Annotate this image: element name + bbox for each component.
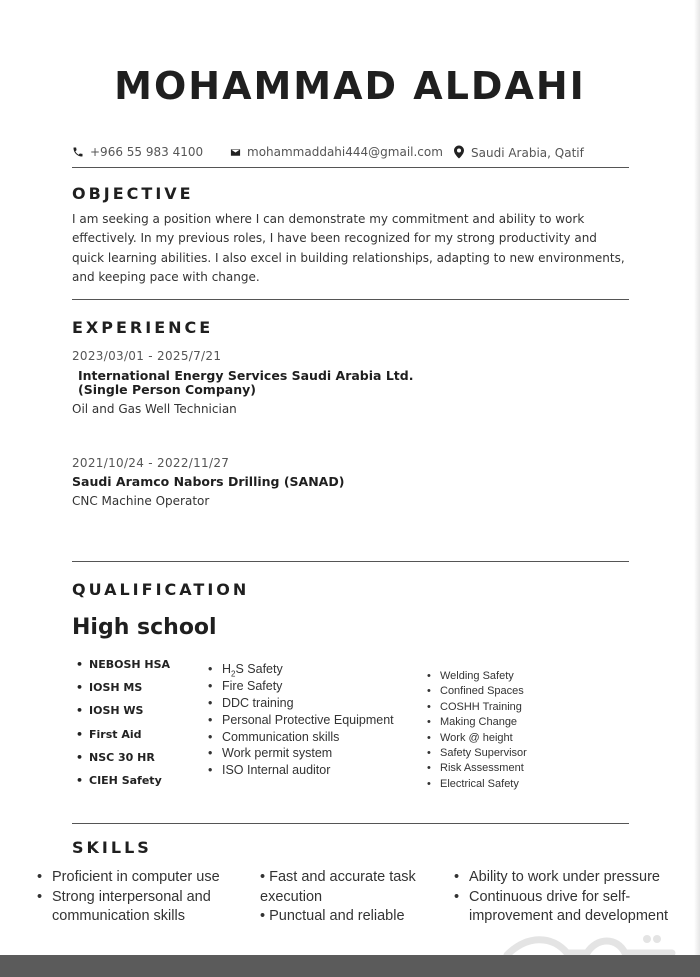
list-item: • Punctual and reliable xyxy=(260,908,405,924)
list-item: • Safety Supervisor xyxy=(427,746,527,761)
certifications-list-2 xyxy=(208,661,394,779)
experience-heading: EXPERIENCE xyxy=(72,318,214,337)
list-item: • First Aid xyxy=(76,727,170,750)
job-1-role: Oil and Gas Well Technician xyxy=(72,402,237,416)
contact-location xyxy=(453,145,584,160)
list-item: • Confined Spaces xyxy=(427,684,527,699)
divider xyxy=(72,299,629,300)
divider xyxy=(72,823,629,824)
list-item: • Strong interpersonal and communication skills xyxy=(35,888,245,927)
list-item: • Work @ height xyxy=(427,731,527,746)
job-1-company-line2: (Single Person Company) xyxy=(78,382,256,397)
list-item: • Fast and accurate task execution xyxy=(260,869,416,905)
location-text: Saudi Arabia, Qatif xyxy=(471,146,584,160)
list-item: • NEBOSH HSA xyxy=(76,657,170,680)
list-item: • DDC training xyxy=(208,695,394,712)
list-item: • Fire Safety xyxy=(208,678,394,695)
list-item: • Ability to work under pressure xyxy=(452,868,677,888)
list-item: • Welding Safety xyxy=(427,669,527,684)
list-item: • Electrical Safety xyxy=(427,777,527,792)
map-pin-icon xyxy=(453,145,465,159)
skills-column-3 xyxy=(452,868,677,927)
email-text: mohammaddahi444@gmail.com xyxy=(247,145,443,159)
phone-icon xyxy=(72,146,84,158)
job-1-company-line1: International Energy Services Saudi Arabia Ltd. xyxy=(78,368,414,383)
job-2-company: Saudi Aramco Nabors Drilling (SANAD) xyxy=(72,474,345,489)
list-item: • Personal Protective Equipment xyxy=(208,712,394,729)
candidate-name: MOHAMMAD ALDAHI xyxy=(114,64,586,108)
list-item: • Making Change xyxy=(427,715,527,730)
job-1-company xyxy=(78,369,413,397)
list-item: • Proficient in computer use xyxy=(35,868,245,888)
list-item: • IOSH WS xyxy=(76,703,170,726)
list-item: • Risk Assessment xyxy=(427,761,527,776)
list-item: • COSHH Training xyxy=(427,700,527,715)
list-item: • ISO Internal auditor xyxy=(208,762,394,779)
objective-text: I am seeking a position where I can demonstrate my commitment and ability to work effectively. In my previous roles, I have been recognized for my strong productivity and quick learning abilities. I also excel in building relationships, adapting to new environments, and keeping pace with change. xyxy=(72,212,625,285)
contact-email xyxy=(230,145,443,159)
certifications-list-1 xyxy=(76,657,170,796)
job-1-dates: 2023/03/01 - 2025/7/21 xyxy=(72,349,222,363)
list-item: • IOSH MS xyxy=(76,680,170,703)
education-level: High school xyxy=(72,615,217,640)
job-2-dates: 2021/10/24 - 2022/11/27 xyxy=(72,456,230,470)
qualification-heading: QUALIFICATION xyxy=(72,580,250,599)
objective-heading: OBJECTIVE xyxy=(72,184,194,203)
contact-phone xyxy=(72,145,203,159)
list-item: • CIEH Safety xyxy=(76,773,170,796)
footer-bar xyxy=(0,955,700,977)
skills-heading: SKILLS xyxy=(72,838,152,857)
phone-text: +966 55 983 4100 xyxy=(90,145,204,159)
divider xyxy=(72,167,629,168)
job-2-role: CNC Machine Operator xyxy=(72,494,210,508)
envelope-icon xyxy=(230,147,241,158)
certifications-list-3 xyxy=(427,669,527,792)
skills-column-2 xyxy=(260,868,440,927)
list-item: • Communication skills xyxy=(208,729,394,746)
list-item: • Continuous drive for self-improvement and development xyxy=(452,888,677,927)
divider xyxy=(72,561,629,562)
list-item: • $H_2S$ Safety xyxy=(208,661,394,678)
page-edge-shadow xyxy=(694,0,700,955)
list-item: • NSC 30 HR xyxy=(76,750,170,773)
list-item: • Work permit system xyxy=(208,745,394,762)
skills-column-1 xyxy=(35,868,245,927)
